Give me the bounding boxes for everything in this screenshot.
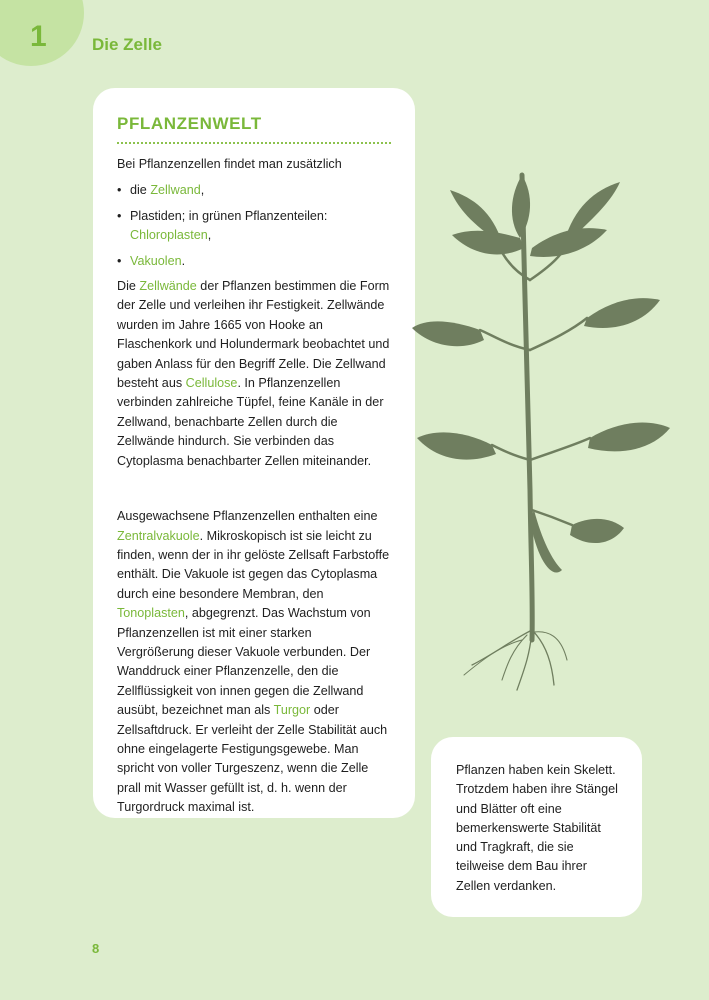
chapter-title: Die Zelle (92, 35, 162, 54)
paragraph-zellwand (117, 277, 391, 471)
bullet-suffix: . (181, 253, 186, 268)
term-zellwand: Zellwand (150, 183, 201, 198)
nettle-plant-illustration (412, 160, 682, 720)
term-zellwaende: Zellwände (139, 279, 197, 294)
term-zentralvakuole: Zentralvakuole (117, 528, 200, 543)
bullet-suffix: , (207, 228, 212, 243)
paragraph-vakuole (117, 507, 391, 818)
para-text: , abgegrenzt. Das Wachstum von Pflanzenzellen ist mit einer starken Vergrößerung dieser Vakuole verbunden. Der Wanddruck einer Pflanzenzelle, den die Zellflüssigkeit von innen gegen die Zellwand ausübt, bezeichnet man als (117, 606, 371, 718)
para-text: . In Pflanzenzellen verbinden zahlreiche Tüpfel, feine Kanäle in der Zellwand, benachbarte Zellen durch die Zellwände hindurch. Sie verbinden das Cytoplasma benachbarter Zellen miteinander. (117, 376, 384, 468)
para-text: . Mikroskopisch ist sie leicht zu finden, wenn der in ihr gelöste Zellsaft Farbstoffe enthält. Die Vakuole ist gegen das Cytoplasma durch eine besondere Membran, den (117, 528, 390, 601)
intro-text: Bei Pflanzenzellen findet man zusätzlich (117, 157, 342, 171)
term-cellulose: Cellulose (185, 376, 238, 391)
bullet-item (117, 252, 391, 271)
term-chloroplasten: Chloroplasten (130, 228, 208, 243)
para-text: oder Zellsaftdruck. Er verleiht der Zelle Stabilität auch ohne eingelagerte Festigungsgewebe. Man spricht von voller Turgeszenz, wenn die Zelle prall mit Wasser gefüllt ist, d. h. wenn der Turgordruck maximal ist. (117, 703, 388, 815)
term-turgor: Turgor (273, 703, 311, 718)
term-tonoplasten: Tonoplasten (117, 606, 185, 621)
chapter-number: 1 (30, 20, 47, 53)
para-text: Die (117, 279, 140, 294)
bullet-suffix: , (200, 183, 205, 198)
main-text-card (93, 88, 415, 818)
bullet-item (117, 207, 391, 246)
bullet-item (117, 181, 391, 200)
para-text: Ausgewachsene Pflanzenzellen enthalten eine (117, 509, 378, 524)
bullet-text: Plastiden; in grünen Pflanzenteilen: (130, 208, 328, 223)
para-text: der Pflanzen bestimmen die Form der Zelle und verleihen ihr Festigkeit. Zellwände wurden im Jahre 1665 von Hooke an Flaschenkork und Holundermark beobachtet und gaben Anlass für den Begriff Zelle. Die Zellwand besteht aus (117, 279, 390, 391)
section-heading: PFLANZENWELT (117, 114, 391, 144)
bullet-list (117, 181, 391, 271)
side-note-text: Pflanzen haben kein Skelett. Trotzdem haben ihre Stängel und Blätter oft eine bemerkenswerte Stabilität und Tragkraft, die sie teilweise dem Bau ihrer Zellen verdanken. (456, 763, 618, 893)
bullet-prefix: die (130, 183, 151, 198)
term-vakuolen: Vakuolen (130, 253, 182, 268)
page-number: 8 (92, 941, 100, 956)
side-note-card (431, 737, 642, 917)
